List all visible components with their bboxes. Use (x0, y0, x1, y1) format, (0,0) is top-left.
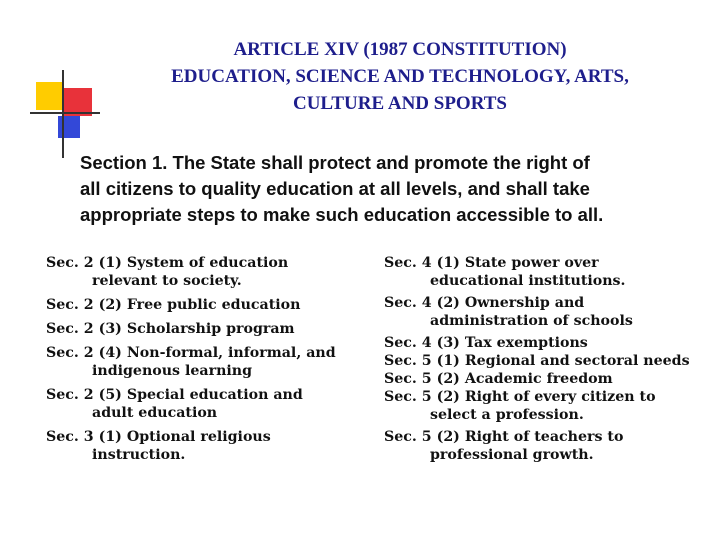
list-item-heading: Sec. 5 (2) Academic freedom (384, 371, 613, 387)
title-line-1: ARTICLE XIV (1987 CONSTITUTION) (233, 39, 567, 60)
list-item-heading: Sec. 2 (5) Special education and (46, 387, 303, 403)
list-item-continuation: administration of schools (430, 313, 633, 329)
list-item-heading: Sec. 5 (2) Right of teachers to (384, 429, 624, 445)
list-item-continuation: adult education (92, 405, 218, 421)
list-item (384, 388, 724, 424)
left-column (46, 254, 376, 470)
list-item-heading: Sec. 2 (4) Non-formal, informal, and (46, 345, 336, 361)
list-item-continuation: select a profession. (430, 407, 584, 423)
list-item-continuation: indigenous learning (92, 363, 253, 379)
title-line-2: EDUCATION, SCIENCE AND TECHNOLOGY, ARTS, (171, 66, 629, 87)
list-item-continuation: instruction. (92, 447, 186, 463)
list-item-heading: Sec. 3 (1) Optional religious (46, 429, 271, 445)
section-1-text (80, 150, 700, 228)
list-item-heading: Sec. 4 (1) State power over (384, 255, 599, 271)
list-item (46, 344, 376, 380)
list-item-continuation: relevant to society. (92, 273, 242, 289)
list-item-heading: Sec. 2 (1) System of education (46, 255, 289, 271)
section-1-line-3: appropriate steps to make such education accessible to all. (80, 204, 604, 225)
list-item (384, 254, 724, 290)
logo-yellow-square (36, 82, 64, 110)
list-item (46, 254, 376, 290)
list-item (46, 428, 376, 464)
logo-vertical-line (62, 70, 64, 158)
list-item-heading: Sec. 4 (2) Ownership and (384, 295, 585, 311)
list-item (46, 320, 376, 338)
section-1-line-1: Section 1. The State shall protect and promote the right of (80, 152, 590, 173)
section-1-line-2: all citizens to quality education at all levels, and shall take (80, 178, 590, 199)
list-item-continuation: professional growth. (430, 447, 594, 463)
list-item (46, 386, 376, 422)
logo-horizontal-line (30, 112, 100, 114)
list-item (384, 370, 724, 388)
list-item (384, 334, 724, 352)
slide-title (100, 36, 700, 117)
list-item (384, 428, 724, 464)
title-line-3: CULTURE AND SPORTS (292, 93, 508, 114)
list-item-heading: Sec. 4 (3) Tax exemptions (384, 335, 588, 351)
list-item (384, 294, 724, 330)
list-item (46, 296, 376, 314)
slide-logo-icon (30, 70, 90, 160)
list-item (384, 352, 724, 370)
list-item-heading: Sec. 2 (3) Scholarship program (46, 321, 295, 337)
list-item-heading: Sec. 5 (2) Right of every citizen to (384, 389, 656, 405)
right-column (384, 254, 724, 468)
list-item-heading: Sec. 5 (1) Regional and sectoral needs (384, 353, 690, 369)
list-item-continuation: educational institutions. (430, 273, 626, 289)
list-item-heading: Sec. 2 (2) Free public education (46, 297, 301, 313)
